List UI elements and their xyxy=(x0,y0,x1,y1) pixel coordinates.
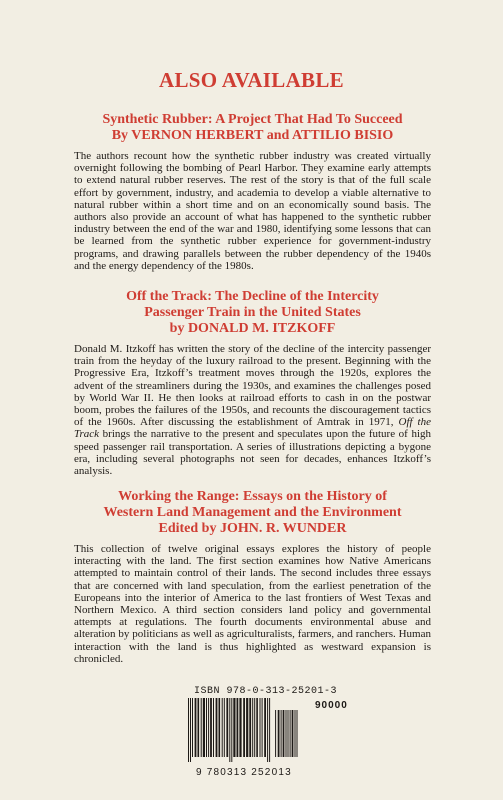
book-description xyxy=(74,343,431,477)
barcode-bars xyxy=(186,698,372,768)
isbn-barcode xyxy=(180,686,376,786)
book-entry-off-the-track xyxy=(74,289,431,477)
book-title-line: Western Land Management and the Environment xyxy=(103,505,402,520)
book-description xyxy=(74,150,431,272)
description-italic-title: Off the Track xyxy=(74,416,431,441)
book-title-line: Passenger Train in the United States xyxy=(144,305,361,320)
book-author-line: by DONALD M. ITZKOFF xyxy=(169,321,336,336)
description-text: The authors recount how the synthetic rubber industry was created virtually overnight following the bombing of Pearl Harbor. They examine early attempts to extend natural rubber reserves. The rest of the story is that of the full scale effort by government, industry, and academia to develop a viable alternative to natural rubber within a short time and on an economically sound basis. The authors also provide an account of what has happened to the synthetic rubber industry between the end of the war and 1980, identifying some lessons that can be learned from the synthetic rubber experience for government-industry programs, and drawing parallels between the rubber dependency of the 1940s and the energy dependency of the 1980s. xyxy=(74,150,431,272)
book-description xyxy=(74,543,431,665)
book-title xyxy=(74,112,431,144)
also-available-heading: ALSO AVAILABLE xyxy=(159,68,344,92)
book-title xyxy=(74,489,431,537)
isbn-label: ISBN 978-0-313-25201-3 xyxy=(194,686,338,697)
book-title-line: Off the Track: The Decline of the Intercity xyxy=(126,289,379,304)
book-title-line: Working the Range: Essays on the History of xyxy=(118,489,387,504)
description-text: This collection of twelve original essays explores the history of people interacting with the land. The first section examines how Native Americans attempted to maintain control of their lands. The second includes three essays that are concerned with land speculation, from the earliest penetration of the Europeans into the interior of America to the last frontiers of West Texas and Northern Mexico. A third section considers land policy and governmental attempts at regulations. The fourth documents environmental abuse and alteration by politicians as well as agriculturalists, farmers, and ranchers. Human interaction with the land is thus highlighted as westward expansion is chronicled. xyxy=(74,543,431,665)
barcode-digits: 9 780313 252013 xyxy=(196,767,292,778)
book-title-line: Synthetic Rubber: A Project That Had To Succeed xyxy=(102,112,403,127)
book-entry-working-the-range xyxy=(74,489,431,665)
book-title xyxy=(74,289,431,337)
book-author-line: By VERNON HERBERT and ATTILIO BISIO xyxy=(111,128,394,143)
book-entry-synthetic-rubber xyxy=(74,112,431,272)
description-text: brings the narrative to the present and speculates upon the future of high speed passenger rail transportation. A series of illustrations depicting a bygone era, including several photographs not seen for decades, enhances Itzkoff’s analysis. xyxy=(74,428,431,478)
price-supplement: 90000 xyxy=(315,700,348,711)
description-text: Donald M. Itzkoff has written the story of the decline of the intercity passenger train from the heyday of the luxury railroad to the present. Beginning with the Progressive Era, Itzkoff’s treatment moves through the 1920s, explores the advent of the streamliners during the 1930s, and examines the challenges posed by World War II. He then looks at railroad efforts to cash in on the postwar boom, probes the failures of the 1950s, and recounts the discouragement tactics of the 1960s. After discussing the establishment of Amtrak in 1971, xyxy=(74,343,431,429)
book-author-line: Edited by JOHN. R. WUNDER xyxy=(158,521,347,536)
